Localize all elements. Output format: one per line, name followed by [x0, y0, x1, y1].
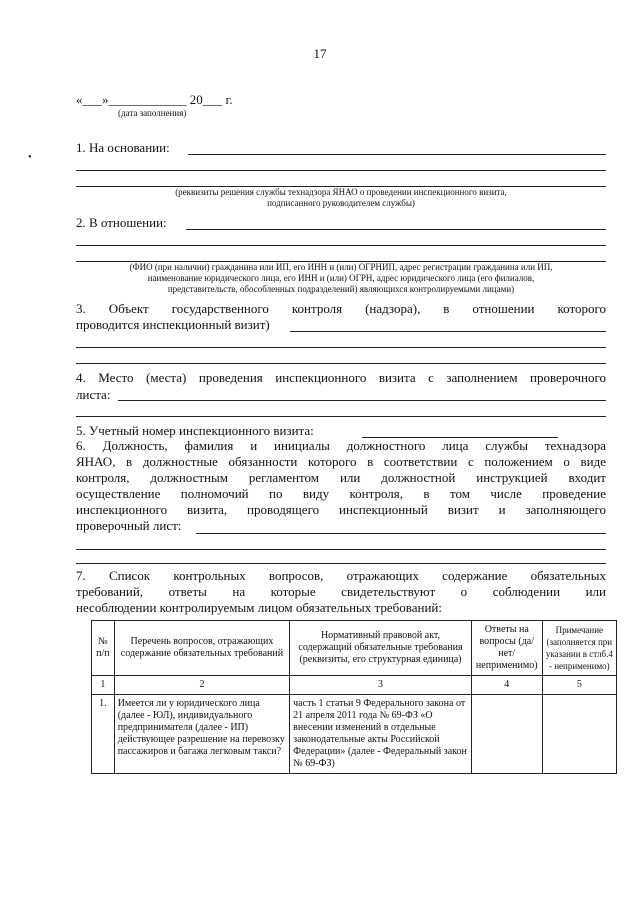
row-number: 1. [92, 695, 115, 774]
section3-field-line[interactable] [76, 347, 606, 348]
column-number: 3 [290, 676, 472, 695]
header-legal-act: Нормативный правовой акт, содержащий обязательные требования (реквизиты, его структурная единица) [290, 621, 472, 676]
header-question: Перечень вопросов, отражающих содержание обязательных требований [114, 621, 289, 676]
section6-text: 6. Должность, фамилия и инициалы должностного лица службы технадзора ЯНАО, в должностные обязанности которого в соответствии с положением о виде контроля, должностным регламентом или должностной инструкцией входит осуществление полномочий по виду контроля, в том числе проведение инспекционного визита, проводящего инспекционный визит и заполняющего проверочный лист: [76, 438, 606, 533]
section4-line2: листа: [76, 387, 111, 402]
section3-line1: 3. Объект государственного контроля (надзора), в отношении которого [76, 301, 606, 316]
section3-line2: проводится инспекционный визит) [76, 317, 270, 332]
section6-field-line[interactable] [76, 549, 606, 550]
section4-field-line[interactable] [118, 400, 606, 401]
header-number: № п/п [92, 621, 115, 676]
row-question: Имеется ли у юридического лица (далее - ЮЛ), индивидуального предпринимателя (далее - ИП) действующее разрешение на перевозку пассажиров и багажа легковым такси? [114, 695, 289, 774]
table-header-row [92, 621, 617, 676]
section2-field-line[interactable] [186, 229, 606, 230]
table-column-numbers-row [92, 676, 617, 695]
section2-label: 2. В отношении: [76, 215, 167, 230]
header-answer: Ответы на вопросы (да/нет/ неприменимо) [471, 621, 542, 676]
section3-field-line[interactable] [76, 363, 606, 364]
column-number: 5 [542, 676, 616, 695]
section1-field-line[interactable] [76, 170, 606, 171]
table-row [92, 695, 617, 774]
section7-text: 7. Список контрольных вопросов, отражающих содержание обязательных требований, ответы на которые свидетельствуют о соблюдении или несоблюдении контролируемым лицом обязательных требований: [76, 568, 606, 615]
header-note: Примечание (заполняется при указании в стлб.4 - неприменимо) [542, 621, 616, 676]
section1-hint: (реквизиты решения службы технадзора ЯНАО о проведении инспекционного визита, подписанного руководителем службы) [175, 187, 507, 208]
row-answer-cell[interactable] [471, 695, 542, 774]
section3-field-line[interactable] [290, 331, 606, 332]
column-number: 2 [114, 676, 289, 695]
section6-field-line[interactable] [196, 533, 606, 534]
section1-field-line[interactable] [188, 154, 606, 155]
section4-line1: 4. Место (места) проведения инспекционного визита с заполнением проверочного [76, 370, 606, 385]
margin-dot: • [28, 152, 32, 163]
section2-field-line[interactable] [76, 245, 606, 246]
row-legal-act: часть 1 статьи 9 Федерального закона от 21 апреля 2011 года № 69-ФЗ «О внесении изменений в отдельные законодательные акты Российской Федерации» (далее - Федеральный закон № 69-ФЗ) [290, 695, 472, 774]
section5-label: 5. Учетный номер инспекционного визита: [76, 423, 314, 438]
section6-field-line[interactable] [76, 563, 606, 564]
fill-date-line: «___»____________ 20___ г. [76, 92, 233, 107]
section2-hint: (ФИО (при наличии) гражданина или ИП, его ИНН и (или) ОГРНИП, адрес регистрации гражданина или ИП, наименование юридического лица, его ИНН и (или) ОГРН, адрес юридического лица (его филиалов, представительств, обособленных подразделений) являющихся контролируемыми лицами) [129, 262, 553, 294]
column-number: 1 [92, 676, 115, 695]
page-number: 17 [313, 46, 327, 61]
checklist-table [91, 620, 617, 774]
row-note-cell[interactable] [542, 695, 616, 774]
fill-date-hint: (дата заполнения) [118, 108, 187, 118]
section4-field-line[interactable] [76, 416, 606, 417]
section1-label: 1. На основании: [76, 140, 170, 155]
column-number: 4 [471, 676, 542, 695]
